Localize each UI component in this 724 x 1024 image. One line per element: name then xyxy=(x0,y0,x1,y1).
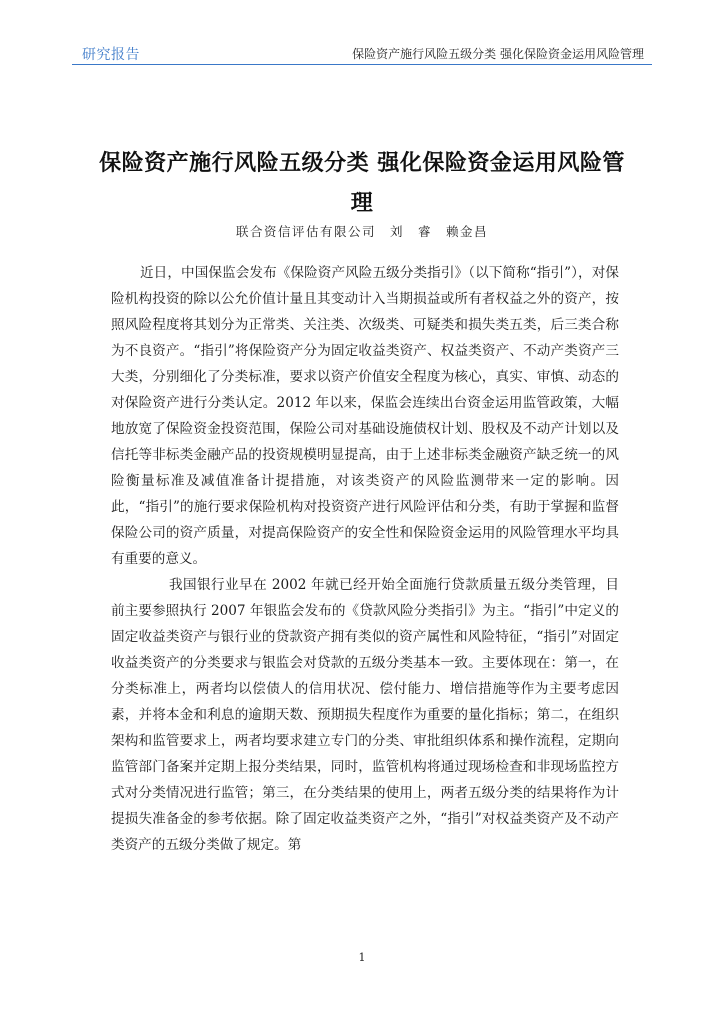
page-number: 1 xyxy=(358,951,366,964)
header-running-title: 保险资产施行风险五级分类 强化保险资金运用风险管理 xyxy=(352,47,644,61)
page-header xyxy=(0,0,724,66)
article-title: 保险资产施行风险五级分类 强化保险资金运用风险管理 xyxy=(99,150,625,216)
body-paragraph-2: 我国银行业早在 2002 年就已经开始全面施行贷款质量五级分类管理，目前主要参照执行 2007 年银监会发布的《贷款风险分类指引》为主。“指引”中定义的固定收益类资产与银行业的贷款资产拥有类似的资产属性和风险特征，“指引”对固定收益类资产的分类要求与银监会对贷款的五级分类基本一致。主要体现在：第一，在分类标准上，两者均以偿债人的信用状况、偿付能力、增信措施等作为主要考虑因素，并将本金和利息的逾期天数、预期损失程度作为重要的量化指标；第二，在组织架构和监管要求上，两者均要求建立专门的分类、审批组织体系和操作流程，定期向监管部门备案并定期上报分类结果，同时，监管机构将通过现场检查和非现场监控方式对分类情况进行监管；第三，在分类结果的使用上，两者五级分类的结果将作为计提损失准备金的参考依据。除了固定收益类资产之外，“指引”对权益类资产及不动产类资产的五级分类做了规定。第 xyxy=(111,577,619,853)
header-section-label: 研究报告 xyxy=(82,47,140,63)
article-body xyxy=(111,260,619,858)
body-paragraph-1: 近日，中国保监会发布《保险资产风险五级分类指引》（以下简称“指引”），对保险机构投资的除以公允价值计量且其变动计入当期损益或所有者权益之外的资产，按照风险程度将其划分为正常类、关注类、次级类、可疑类和损失类五类，后三类合称为不良资产。“指引”将保险资产分为固定收益类资产、权益类资产、不动产类资产三大类，分别细化了分类标准，要求以资产价值安全程度为核心，真实、审慎、动态的对保险资产进行分类认定。2012 年以来，保监会连续出台资金运用监管政策，大幅地放宽了保险资金投资范围，保险公司对基础设施债权计划、股权及不动产计划以及信托等非标类金融产品的投资规模明显提高，由于上述非标类金融资产缺乏统一的风险衡量标准及减值准备计提措施，对该类资产的风险监测带来一定的影响。因此，“指引”的施行要求保险机构对投资资产进行风险评估和分类，有助于掌握和监督保险公司的资产质量，对提高保险资产的安全性和保险资金运用的风险管理水平均具有重要的意义。 xyxy=(111,265,619,567)
header-divider xyxy=(72,64,652,65)
article-authors: 联合资信评估有限公司 刘 睿 赖金昌 xyxy=(235,224,488,239)
